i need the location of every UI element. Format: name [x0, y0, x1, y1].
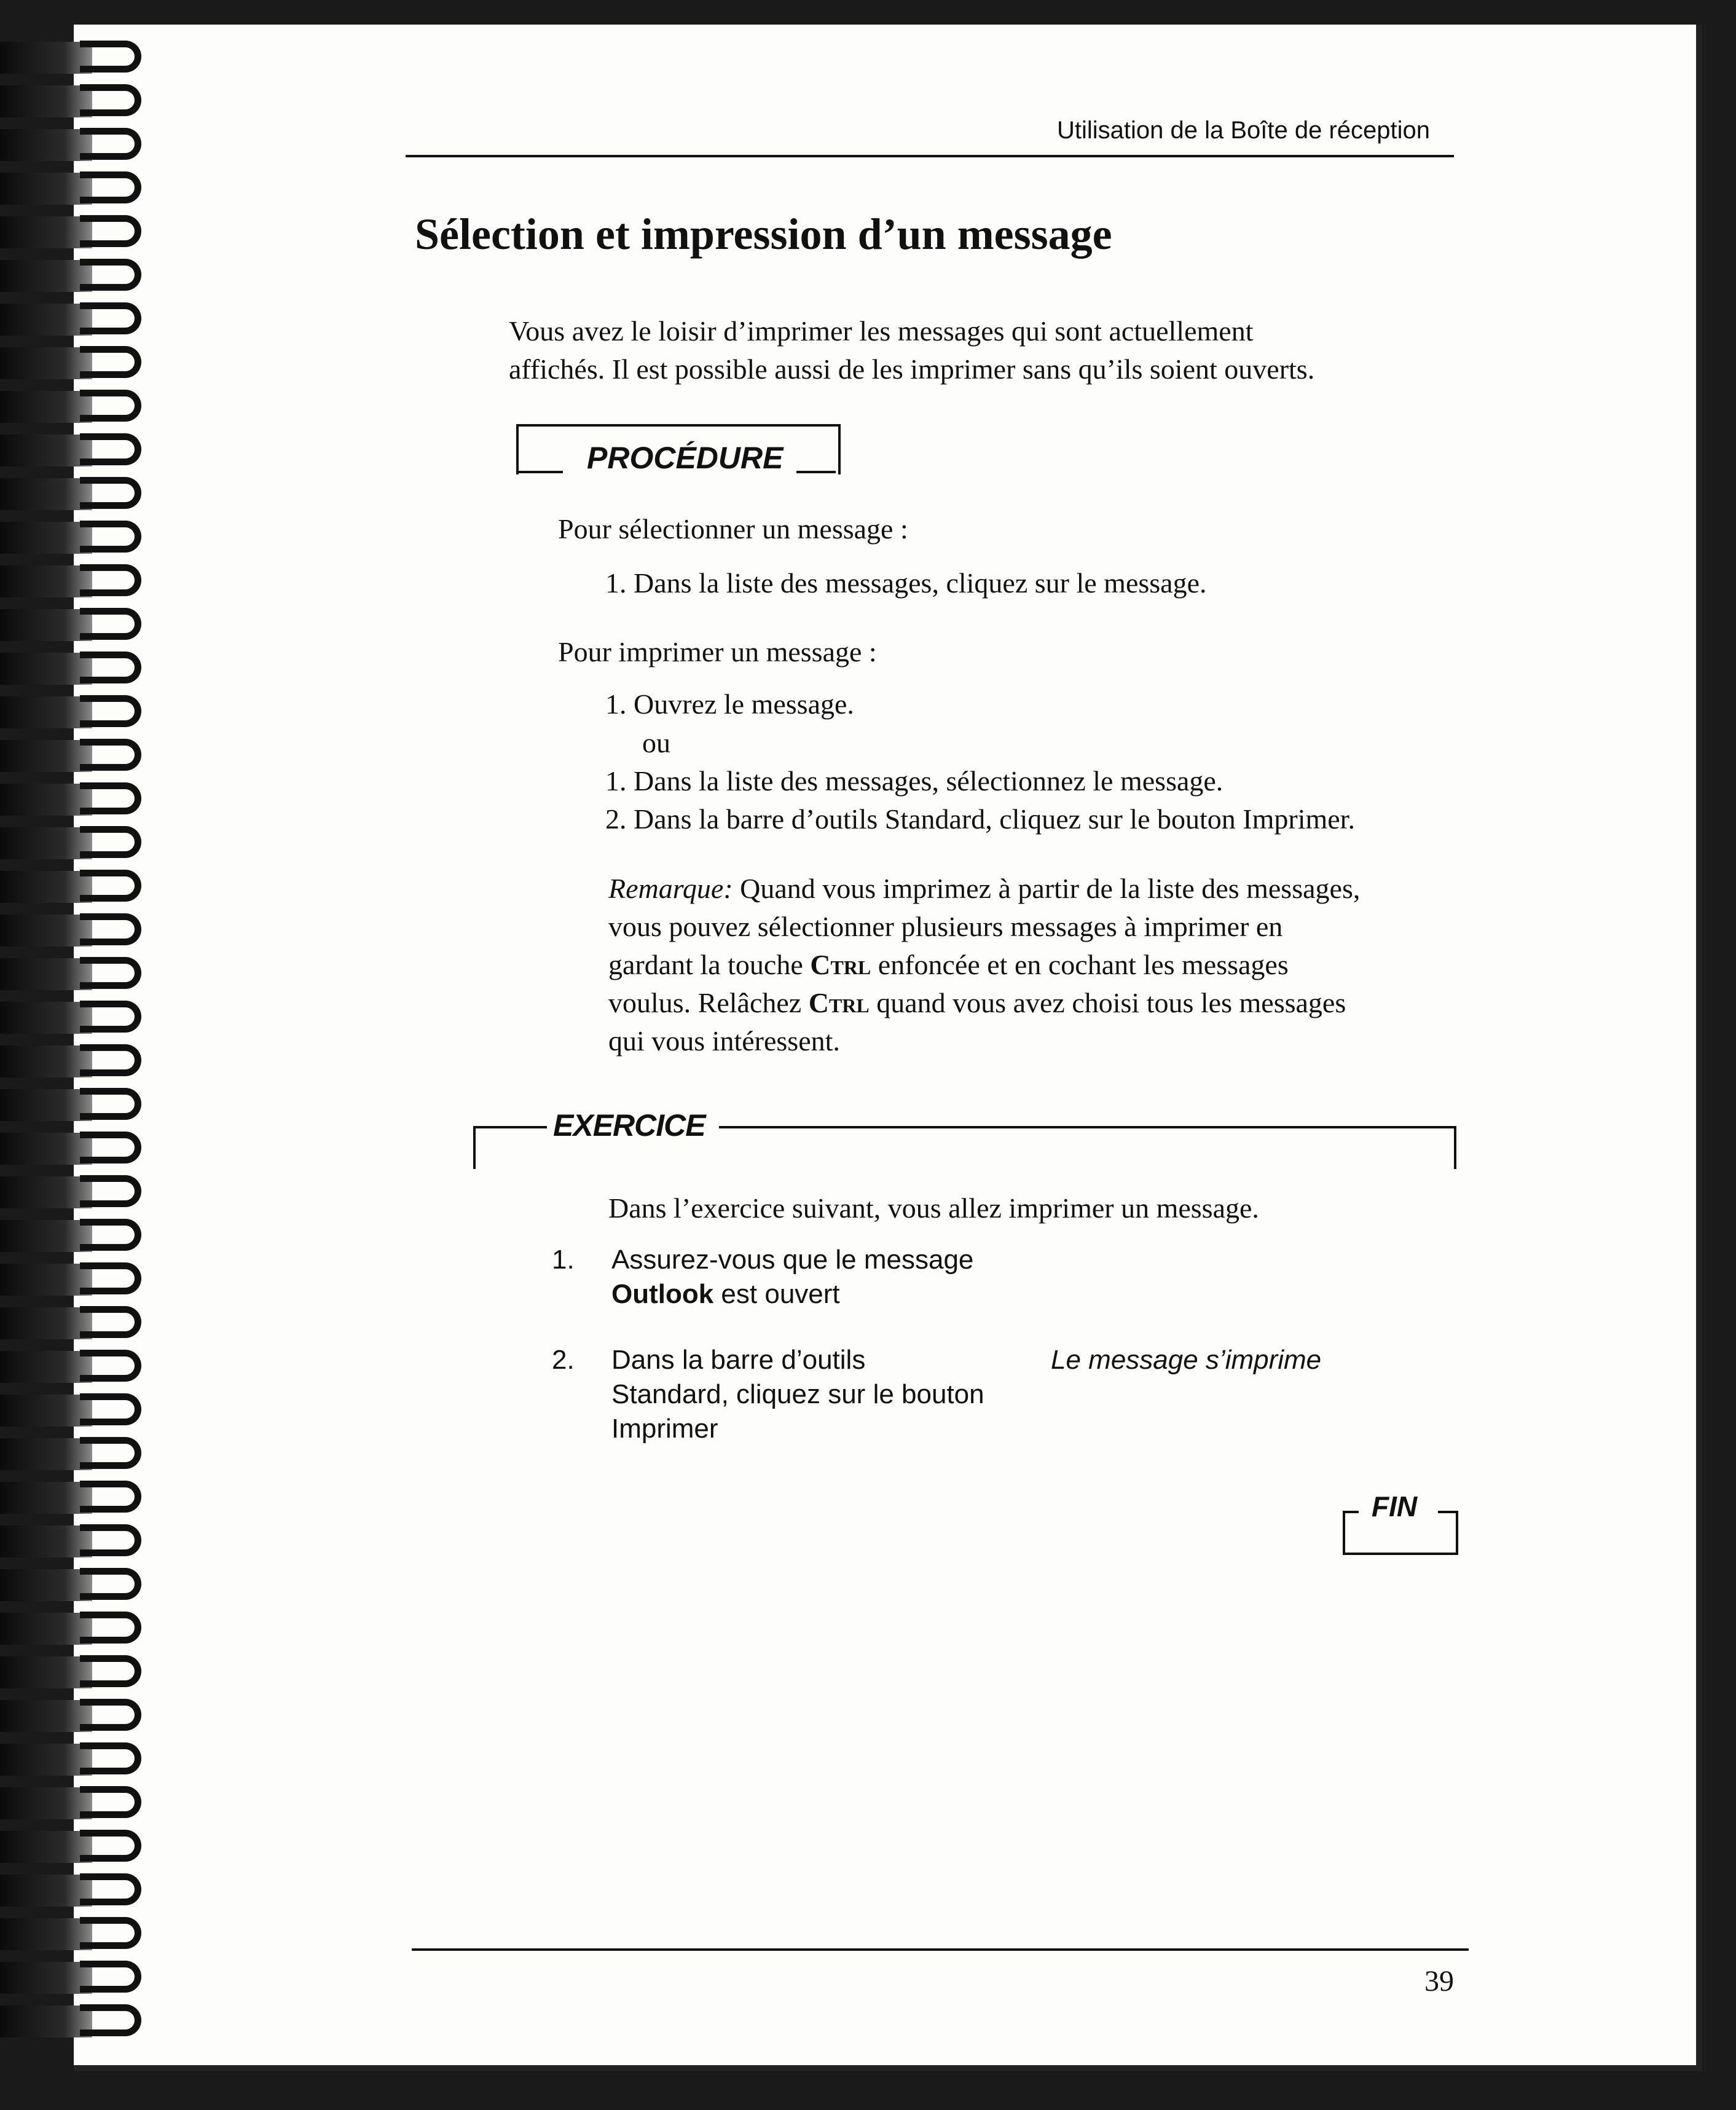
binding-ring: [0, 211, 166, 254]
binding-ring: [0, 1651, 166, 1695]
page-title: Sélection et impression d’un message: [415, 210, 1112, 259]
binding-ring: [0, 1521, 166, 1564]
print-step-open: 1. Ouvrez le message.: [605, 688, 854, 720]
note-line-2: vous pouvez sélectionner plusieurs messages à imprimer en: [608, 911, 1283, 942]
binding-ring: [0, 342, 166, 385]
binding-ring: [0, 430, 166, 473]
binding-ring: [0, 473, 166, 516]
exercise-label: EXERCICE: [553, 1108, 705, 1143]
binding-ring: [0, 648, 166, 691]
binding-ring: [0, 1084, 166, 1127]
binding-ring: [0, 1171, 166, 1214]
exercise-step-1: [611, 1243, 973, 1312]
intro-line-2: affichés. Il est possible aussi de les imprimer sans qu’ils soient ouverts.: [509, 353, 1315, 385]
binding-ring: [0, 691, 166, 734]
spiral-binding: [0, 37, 166, 2053]
binding-ring: [0, 1041, 166, 1084]
binding-ring: [0, 735, 166, 778]
running-header: Utilisation de la Boîte de réception: [1057, 117, 1431, 144]
note-line-4b: quand vous avez choisi tous les messages: [869, 987, 1346, 1018]
footer-rule: [412, 1948, 1469, 1951]
binding-ring: [0, 561, 166, 604]
exercise-border-left: [473, 1126, 476, 1169]
select-heading: Pour sélectionner un message :: [558, 513, 908, 545]
exercise-step-2-line-1: Dans la barre d’outils: [611, 1345, 866, 1375]
outlook-message-name: Outlook: [611, 1279, 714, 1309]
binding-ring: [0, 1390, 166, 1433]
print-heading: Pour imprimer un message :: [558, 636, 877, 667]
exercise-step-2-line-3: Imprimer: [611, 1414, 718, 1444]
binding-ring: [0, 866, 166, 909]
binding-ring: [0, 1128, 166, 1171]
intro-paragraph: [509, 312, 1314, 388]
exercise-step-1-number: 1.: [552, 1245, 575, 1275]
end-box-top-right: [1438, 1511, 1456, 1513]
binding-ring: [0, 1302, 166, 1345]
note-line-4a: voulus. Relâchez: [608, 987, 809, 1018]
exercise-border-top-left: [473, 1126, 547, 1128]
print-step-toolbar: 2. Dans la barre d’outils Standard, cliquez sur le bouton Imprimer.: [605, 803, 1355, 835]
binding-ring: [0, 1564, 166, 1607]
exercise-border-top-right: [719, 1126, 1456, 1128]
header-rule: [406, 155, 1454, 157]
procedure-box-bottom-left: [516, 471, 563, 473]
procedure-box-bottom-right: [796, 471, 836, 473]
end-box-top-left: [1343, 1511, 1359, 1513]
exercise-step-1-line-1: Assurez-vous que le message: [611, 1245, 974, 1275]
intro-line-1: Vous avez le loisir d’imprimer les messages qui sont actuellement: [509, 315, 1254, 347]
binding-ring: [0, 1259, 166, 1302]
select-step-1: 1. Dans la liste des messages, cliquez sur le message.: [605, 567, 1207, 599]
ctrl-key: Ctrl: [810, 949, 871, 980]
binding-ring: [0, 604, 166, 647]
binding-ring: [0, 124, 166, 167]
binding-ring: [0, 1433, 166, 1476]
binding-ring: [0, 37, 166, 80]
print-step-select: 1. Dans la liste des messages, sélectionnez le message.: [605, 765, 1223, 797]
binding-ring: [0, 1608, 166, 1651]
binding-ring: [0, 168, 166, 211]
end-label: FIN: [1372, 1490, 1418, 1522]
binding-ring: [0, 1215, 166, 1258]
note-line-1: Quand vous imprimez à partir de la liste des messages,: [732, 873, 1361, 904]
binding-ring: [0, 779, 166, 822]
note-line-3b: enfoncée et en cochant les messages: [871, 949, 1289, 980]
ctrl-key: Ctrl: [808, 987, 870, 1018]
binding-ring: [0, 822, 166, 865]
note-line-5: qui vous intéressent.: [608, 1025, 840, 1057]
binding-ring: [0, 1957, 166, 2000]
note-paragraph: [608, 870, 1360, 1060]
binding-ring: [0, 1870, 166, 1913]
binding-ring: [0, 1782, 166, 1825]
binding-ring: [0, 1346, 166, 1389]
binding-ring: [0, 1826, 166, 1869]
binding-ring: [0, 1695, 166, 1738]
note-label: Remarque:: [608, 873, 733, 904]
binding-ring: [0, 997, 166, 1040]
exercise-step-2-number: 2.: [552, 1345, 575, 1375]
exercise-step-2-line-2: Standard, cliquez sur le bouton: [611, 1379, 984, 1409]
binding-ring: [0, 2001, 166, 2044]
binding-ring: [0, 81, 166, 124]
binding-ring: [0, 1739, 166, 1782]
binding-ring: [0, 1913, 166, 1956]
binding-ring: [0, 1477, 166, 1520]
page-number: 39: [1424, 1965, 1454, 1998]
binding-ring: [0, 517, 166, 560]
exercise-step-2: [611, 1343, 984, 1446]
binding-ring: [0, 910, 166, 953]
binding-ring: [0, 953, 166, 996]
procedure-label: PROCÉDURE: [587, 441, 784, 475]
note-line-3a: gardant la touche: [608, 949, 811, 980]
binding-ring: [0, 299, 166, 342]
exercise-step-2-result: Le message s’imprime: [1051, 1345, 1322, 1375]
binding-ring: [0, 255, 166, 298]
binding-ring: [0, 386, 166, 429]
exercise-border-right: [1454, 1126, 1456, 1169]
exercise-intro: Dans l’exercice suivant, vous allez imprimer un message.: [608, 1192, 1259, 1224]
exercise-step-1-line-2: est ouvert: [713, 1279, 840, 1309]
print-step-or: ou: [642, 727, 670, 758]
